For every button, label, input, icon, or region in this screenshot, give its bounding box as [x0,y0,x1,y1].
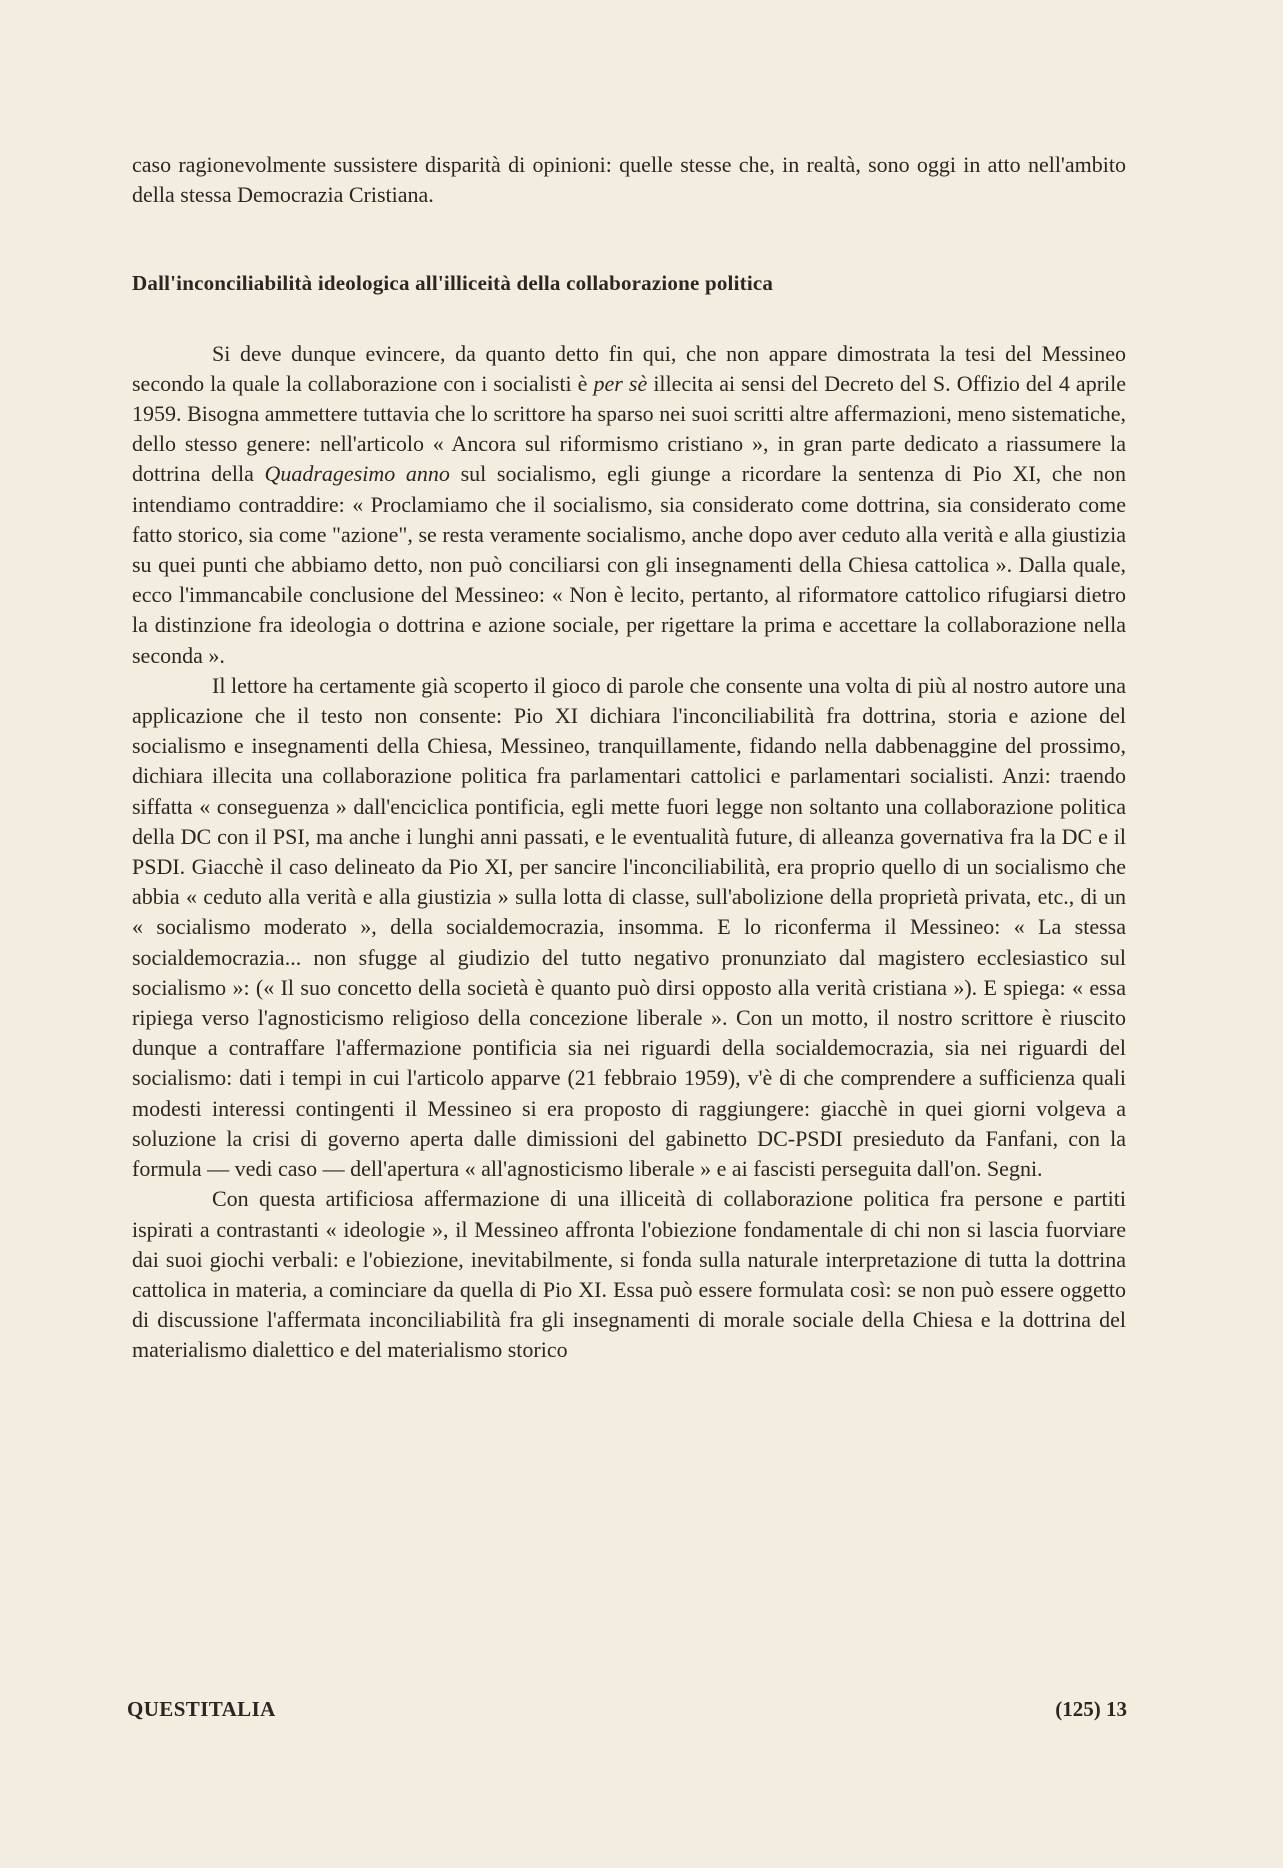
intro-paragraph: caso ragionevolmente sussistere disparità di opinioni: quelle stesse che, in realtà, sono oggi in atto nell'ambito della stessa Democrazia Cristiana. [132,152,1126,208]
publication-name: QUESTITALIA [127,1697,276,1721]
page-number: (125) 13 [1055,1697,1127,1721]
paragraph-3: Con questa artificiosa affermazione di una illiceità di collaborazione politica fra persone e partiti ispirati a contrastanti « ideologie », il Messineo affronta l'obiezione fondamentale di chi non si lascia fuorviare dai suoi giochi verbali: e l'obiezione, inevitabilmente, si fonda sulla naturale interpretazione di tutta la dottrina cattolica in materia, a cominciare da quella di Pio XI. Essa può essere formulata così: se non può essere oggetto di discussione l'affermata inconciliabilità fra gli insegnamenti di morale sociale della Chiesa e la dottrina del materialismo dialettico e del materialismo storico [132,1186,1126,1363]
paragraph-1-text-c: sul socialismo, egli giunge a ricordare la sentenza di Pio XI, che non intendiamo contraddire: « Proclamiamo che il socialismo, sia considerato come dottrina, sia considerato come fatto storico, sia come "azione", se resta veramente socialismo, anche dopo aver ceduto alla verità e alla giustizia su quei punti che abbiamo detto, non può conciliarsi con gli insegnamenti della Chiesa cattolica ». Dalla quale, ecco l'immancabile conclusione del Messineo: « Non è lecito, pertanto, al riformatore cattolico rifugiarsi dietro la distinzione fra ideologia o dottrina e azione sociale, per rigettare la prima e accettare la collaborazione nella seconda ». [132,461,1126,668]
paragraph-2: Il lettore ha certamente già scoperto il gioco di parole che consente una volta di più al nostro autore una applicazione che il testo non consente: Pio XI dichiara l'inconciliabilità fra dottrina, storia e azione del socialismo e insegnamenti della Chiesa, Messineo, tranquillamente, fidando nella dabbenaggine del prossimo, dichiara illecita una collaborazione politica fra parlamentari cattolici e parlamentari socialisti. Anzi: traendo siffatta « conseguenza » dall'enciclica pontificia, egli mette fuori legge non soltanto una collaborazione politica della DC con il PSI, ma anche i lunghi anni passati, e le eventualità future, di alleanza governativa fra la DC e il PSDI. Giacchè il caso delineato da Pio XI, per sancire l'inconciliabilità, era proprio quello di un socialismo che abbia « ceduto alla verità e alla giustizia » sulla lotta di classe, sull'abolizione della proprietà privata, etc., di un « socialismo moderato », della socialdemocrazia, insomma. E lo riconferma il Messineo: « La stessa socialdemocrazia... non sfugge al giudizio del tutto negativo pronunziato dal magistero ecclesiastico sul socialismo »: (« Il suo concetto della società è quanto può dirsi opposto alla verità cristiana »). E spiega: « essa ripiega verso l'agnosticismo religioso della concezione liberale ». Con un motto, il nostro scrittore è riuscito dunque a contraffare l'affermazione pontificia sia nei riguardi della socialdemocrazia, sia nei riguardi del socialismo: dati i tempi in cui l'articolo apparve (21 febbraio 1959), v'è di che comprendere a sufficienza quali modesti interessi contingenti il Messineo si era proposto di raggiungere: giacchè in quei giorni volgeva a soluzione la crisi di governo aperta dalle dimissioni del gabinetto DC-PSDI presieduto da Fanfani, con la formula — vedi caso — dell'apertura « all'agnosticismo liberale » e ai fascisti perseguita dall'on. Segni. [132,672,1126,1182]
paragraph-1-text-a: Si deve dunque evincere, da quanto detto fin qui, che non appare dimostrata la tesi del Messineo secondo la quale la collaborazione con i socialisti è [132,340,1126,396]
paragraph-1-text-b: illecita ai sensi del Decreto del S. Offizio del 4 aprile 1959. Bisogna ammettere tuttavia che lo scrittore ha sparso nei suoi scritti altre affermazioni, meno sistematiche, dello stesso genere: nell'articolo « Ancora sul riformismo cristiano », in gran parte dedicato a riassumere la dottrina della [132,370,1127,487]
section-heading: Dall'inconciliabilità ideologica all'illiceità della collaborazione politica [132,271,774,296]
text-column [132,150,1126,1366]
paragraph-1 [132,339,1126,671]
paragraph-1-emphasis-per-se: per sè [593,370,648,396]
paragraph-1-emphasis-quadragesimo-anno: Quadragesimo anno [264,461,450,487]
